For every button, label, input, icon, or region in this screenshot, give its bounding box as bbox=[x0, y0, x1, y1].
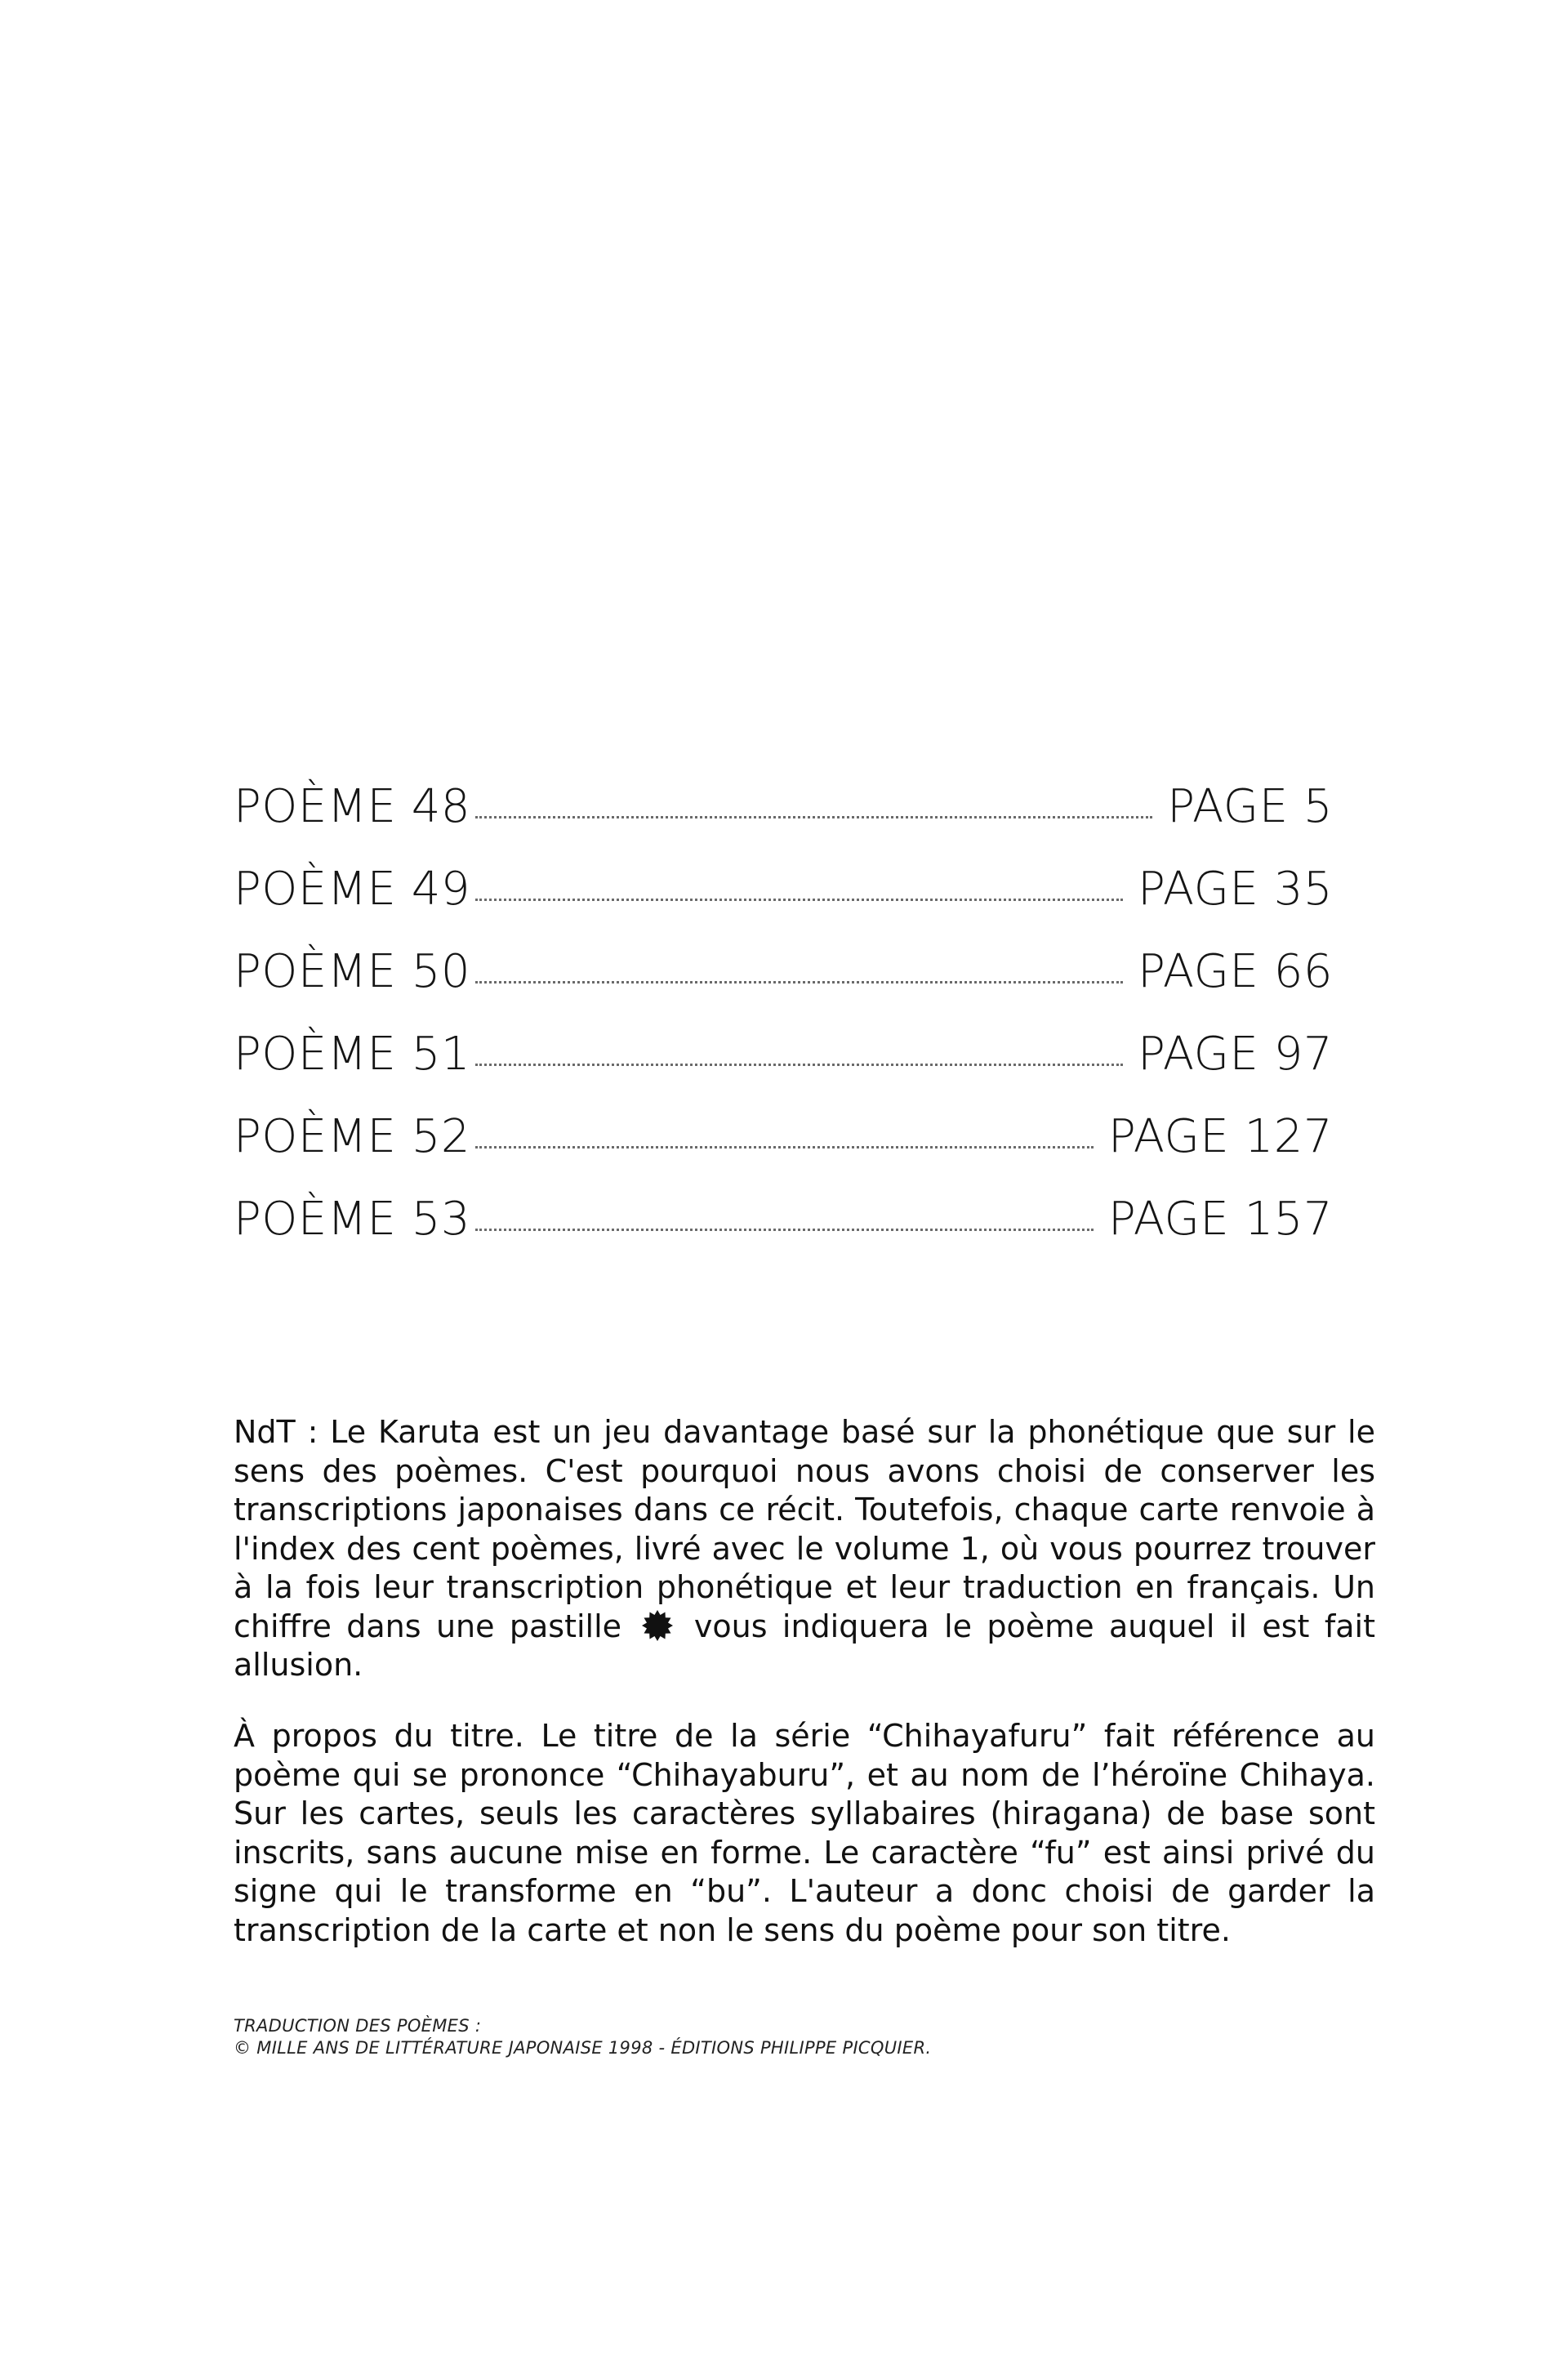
translator-note-text: NdT : Le Karuta est un jeu davantage basé sur la phonétique que sur le sens des poèmes. C'est pourquoi nous avons choisi de conserver les transcriptions japonaises dans ce récit. Toutefois, chaque carte renvoie à l'index des cent poèmes, livré avec le volume 1, où vous pourrez trouver à la fois leur transcription phonétique et leur traduction en français. Un chiffre dans une pastille bbox=[234, 1414, 1375, 1644]
toc-entry bbox=[234, 780, 1333, 863]
toc-entry bbox=[234, 863, 1333, 945]
title-note: À propos du titre. Le titre de la série “Chihayafuru” fait référence au poème qui se prononce “Chihayaburu”, et au nom de l’héroïne Chihaya. Sur les cartes, seuls les caractères syllabaires (hiragana) de base sont inscrits, sans aucune mise en forme. Le caractère “fu” est ainsi privé du signe qui le transforme en “bu”. L'auteur a donc choisi de garder la transcription de la carte et non le sens du poème pour son titre. bbox=[234, 1718, 1375, 1948]
toc-dot-leader bbox=[475, 816, 1152, 818]
toc-page-number: PAGE 157 bbox=[1108, 1193, 1333, 1246]
toc-entry bbox=[234, 1028, 1333, 1110]
toc-entry bbox=[234, 1110, 1333, 1193]
toc-poem-title: POÈME 49 bbox=[234, 863, 470, 916]
toc-poem-title: POÈME 53 bbox=[234, 1193, 470, 1246]
toc-page-number: PAGE 35 bbox=[1138, 863, 1333, 916]
toc-dot-leader bbox=[475, 981, 1123, 983]
poem-translation-credit bbox=[234, 2015, 931, 2059]
toc-page-number: PAGE 66 bbox=[1138, 945, 1333, 998]
credit-line: TRADUCTION DES POÈMES : bbox=[234, 2016, 482, 2036]
credit-line: © MILLE ANS DE LITTÉRATURE JAPONAISE 1998 - ÉDITIONS PHILIPPE PICQUIER. bbox=[234, 2038, 932, 2058]
toc-page-number: PAGE 97 bbox=[1138, 1028, 1333, 1081]
toc-dot-leader bbox=[475, 1229, 1094, 1231]
pastille-icon bbox=[641, 1609, 674, 1642]
toc-entry bbox=[234, 945, 1333, 1028]
translator-note bbox=[234, 1413, 1375, 1685]
toc-poem-title: POÈME 51 bbox=[234, 1028, 470, 1081]
toc-entry bbox=[234, 1193, 1333, 1275]
toc-page-number: PAGE 5 bbox=[1167, 780, 1333, 833]
toc-dot-leader bbox=[475, 1146, 1094, 1149]
toc-page-number: PAGE 127 bbox=[1108, 1110, 1333, 1163]
toc-poem-title: POÈME 52 bbox=[234, 1110, 470, 1163]
toc-poem-title: POÈME 48 bbox=[234, 780, 470, 833]
table-of-contents bbox=[234, 780, 1333, 1275]
toc-dot-leader bbox=[475, 899, 1123, 901]
translator-note-text-end: vous indiquera le poème auquel il est fait allusion. bbox=[234, 1608, 1375, 1683]
toc-dot-leader bbox=[475, 1064, 1123, 1066]
toc-poem-title: POÈME 50 bbox=[234, 945, 470, 998]
